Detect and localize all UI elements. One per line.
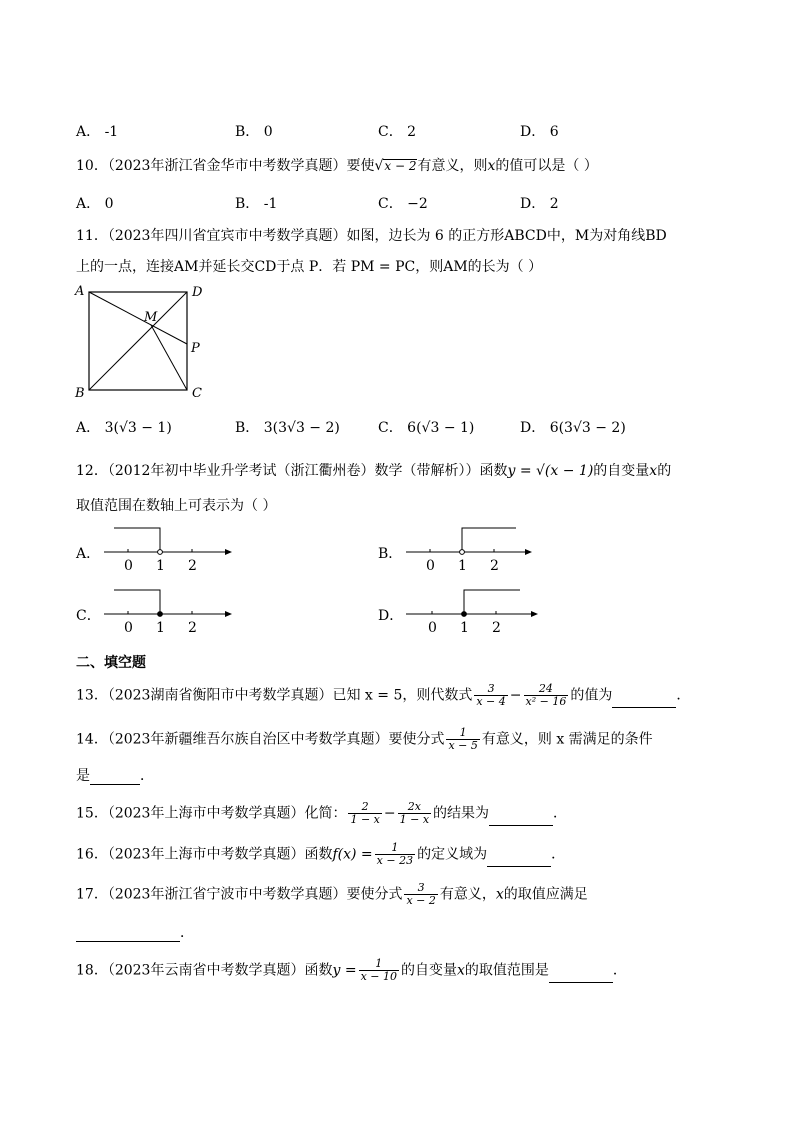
tick-label-0: 0	[124, 620, 133, 636]
label-c: C	[192, 386, 202, 400]
closed-point	[462, 612, 467, 617]
q11-stem-line1: 11．（2023年四川省宜宾市中考数学真题）如图，边长为 6 的正方形ABCD中，M为对角线BD	[76, 228, 667, 244]
q11-option-b: B． 3(3√3 − 2)	[235, 420, 340, 436]
answer-blank[interactable]	[549, 968, 613, 983]
tick-label-1: 1	[460, 620, 469, 636]
q17-stem-line2: ．	[76, 922, 194, 942]
label-m: M	[144, 310, 158, 325]
q12-option-b-numberline	[402, 522, 542, 574]
closed-point	[158, 612, 163, 617]
answer-blank[interactable]	[76, 927, 180, 942]
segment-ap	[89, 292, 187, 344]
tick-label-1: 1	[156, 620, 165, 636]
label-d: D	[192, 285, 203, 300]
q10-option-b: B． -1	[235, 196, 278, 212]
q12-option-c-letter: C．	[76, 608, 101, 624]
answer-blank[interactable]	[489, 811, 553, 826]
q11-stem-line2: 上的一点，连接AM并延长交CD于点 P．若 PM = PC，则AM的长为（ ）	[76, 259, 543, 275]
q11-option-c: C． 6(√3 − 1)	[378, 420, 475, 436]
q12-option-c-numberline	[100, 584, 240, 636]
arrow-icon	[531, 611, 538, 617]
range-bracket	[464, 590, 520, 614]
tick-label-2: 2	[490, 558, 499, 574]
q12-option-a-numberline	[100, 522, 240, 574]
range-bracket	[114, 590, 160, 614]
open-point	[460, 550, 465, 555]
section-title: 二、填空题	[76, 655, 146, 671]
q13-stem: 13．（2023湖南省衡阳市中考数学真题）已知 x = 5，则代数式 $\frac{3}{x - 4}$ − $\frac{24}{\text{x² − 16}}$ 的值为 ．	[76, 682, 691, 708]
arrow-icon	[525, 549, 532, 555]
q9-option-c: C． 2	[378, 124, 417, 140]
q9-option-d: D． 6	[520, 124, 559, 140]
q12-stem-line1: 12．（2012年初中毕业升学考试（浙江衢州卷）数学（带解析））函数y = √(x − 1)的自变量x的	[76, 463, 672, 479]
q18-stem: 18．（2023年云南省中考数学真题）函数y = $\frac{1}{x - 10}$ 的自变量x的取值范围是 ．	[76, 957, 627, 983]
arrow-icon	[225, 549, 232, 555]
label-p: P	[191, 341, 200, 356]
q11-option-d: D． 6(3√3 − 2)	[520, 420, 626, 436]
q14-stem-line2: 是 ．	[76, 768, 154, 784]
range-bracket	[462, 528, 516, 552]
range-bracket	[114, 528, 160, 552]
tick-label-0: 0	[124, 558, 133, 574]
tick-label-0: 0	[426, 558, 435, 574]
tick-label-2: 2	[188, 558, 197, 574]
q10-stem: 10．（2023年浙江省金华市中考数学真题）要使√x − 2有意义，则x的值可以是（ ）	[76, 158, 598, 174]
q12-option-d-numberline	[402, 584, 547, 636]
arrow-icon	[225, 611, 232, 617]
q12-option-a-letter: A．	[76, 546, 101, 562]
q17-stem: 17．（2023年浙江省宁波市中考数学真题）要使分式 $\frac{3}{x - 2}$ 有意义，x的取值应满足	[76, 881, 588, 907]
label-b: B	[75, 386, 85, 400]
q9-option-b: B． 0	[235, 124, 273, 140]
answer-blank[interactable]	[487, 852, 551, 867]
tick-label-1: 1	[156, 558, 165, 574]
answer-blank[interactable]	[90, 770, 140, 785]
q12-option-d-letter: D．	[378, 608, 404, 624]
q10-option-a: A． 0	[76, 196, 114, 212]
tick-label-0: 0	[428, 620, 437, 636]
q11-square-figure	[72, 282, 212, 400]
q12-option-b-letter: B．	[378, 546, 403, 562]
q15-stem: 15．（2023年上海市中考数学真题）化简： $\frac{2}{1 - x}$ − $\frac{2x}{1 - x}$ 的结果为 ．	[76, 800, 568, 826]
label-a: A	[75, 284, 85, 299]
q10-option-c: C． −2	[378, 196, 428, 212]
q10-option-d: D． 2	[520, 196, 559, 212]
q9-option-a: A． -1	[76, 124, 119, 140]
open-point	[158, 550, 163, 555]
q14-stem: 14．（2023年新疆维吾尔族自治区中考数学真题）要使分式 $\frac{1}{x - 5}$ 有意义，则 x 需满足的条件	[76, 726, 653, 752]
q12-stem-line2: 取值范围在数轴上可表示为（ ）	[76, 498, 277, 514]
tick-label-2: 2	[492, 620, 501, 636]
tick-label-1: 1	[458, 558, 467, 574]
q16-stem: 16．（2023年上海市中考数学真题）函数f(x) = $\frac{1}{x - 23}$ 的定义域为 ．	[76, 841, 566, 867]
diagonal-bd	[89, 292, 187, 390]
q11-option-a: A． 3(√3 − 1)	[76, 420, 172, 436]
answer-blank[interactable]	[612, 693, 676, 708]
tick-label-2: 2	[188, 620, 197, 636]
